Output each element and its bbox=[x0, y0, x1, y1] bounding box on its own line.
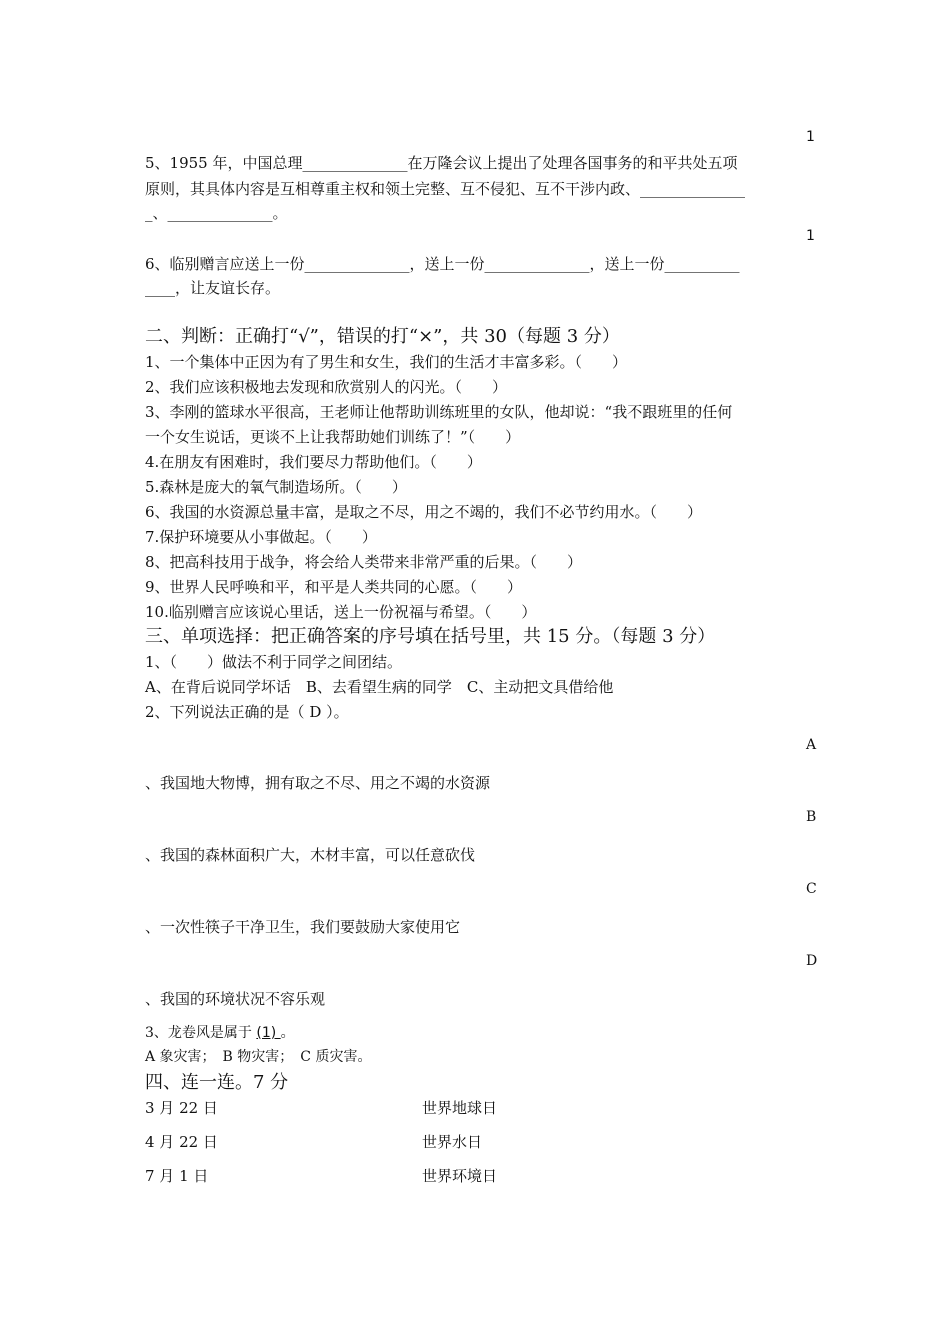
option-text: 、我国地大物博，拥有取之不尽、用之不竭的水资源 bbox=[145, 774, 491, 792]
judge-item: 6、我国的水资源总量丰富，是取之不尽，用之不竭的，我们不必节约用水。（ ） bbox=[145, 503, 703, 521]
choice-question-1-options: A、在背后说同学坏话 B、去看望生病的同学 C、主动把文具借给他 bbox=[145, 678, 614, 696]
question-3-answer-blank: (1) bbox=[256, 1025, 281, 1041]
option-letter: D bbox=[806, 953, 818, 969]
judge-item: 8、把高科技用于战争，将会给人类带来非常严重的后果。（ ） bbox=[145, 553, 583, 571]
section-heading-judge: 二、判断：正确打“√”，错误的打“×”，共 30（每题 3 分） bbox=[145, 326, 620, 347]
option-text: 、我国的环境状况不容乐观 bbox=[145, 990, 326, 1008]
judge-item: 9、世界人民呼唤和平，和平是人类共同的心愿。（ ） bbox=[145, 578, 523, 596]
choice-question-3-options: A 象灾害； B 物灾害； C 质灾害。 bbox=[145, 1049, 372, 1065]
question-6-line: ____，让友谊长存。 bbox=[145, 279, 281, 297]
judge-item: 1、一个集体中正因为有了男生和女生，我们的生活才丰富多彩。（ ） bbox=[145, 353, 628, 371]
question-6-line: 6、临别赠言应送上一份______________，送上一份______________，送上一份__________ bbox=[145, 255, 740, 273]
section-heading-choice: 三、单项选择：把正确答案的序号填在括号里，共 15 分。（每题 3 分） bbox=[145, 626, 716, 647]
section-heading-match: 四、连一连。7 分 bbox=[145, 1072, 289, 1093]
question-3-prefix: 3、龙卷风是属于 bbox=[145, 1025, 257, 1041]
judge-item: 7.保护环境要从小事做起。（ ） bbox=[145, 528, 377, 546]
match-left-item: 7 月 1 日 bbox=[145, 1167, 209, 1185]
match-right-item: 世界环境日 bbox=[422, 1167, 498, 1185]
question-3-suffix: 。 bbox=[280, 1025, 295, 1041]
match-right-item: 世界地球日 bbox=[422, 1099, 498, 1117]
choice-question-1: 1、（ ）做法不利于同学之间团结。 bbox=[145, 653, 403, 671]
option-text: 、我国的森林面积广大，木材丰富，可以任意砍伐 bbox=[145, 846, 476, 864]
judge-item: 10.临别赠言应该说心里话，送上一份祝福与希望。（ ） bbox=[145, 603, 537, 621]
option-letter: B bbox=[806, 809, 817, 825]
question-5-line: 原则，其具体内容是互相尊重主权和领土完整、互不侵犯、互不干涉内政、______________ bbox=[145, 180, 746, 198]
match-left-item: 3 月 22 日 bbox=[145, 1099, 218, 1117]
question-5-line: _、______________。 bbox=[145, 204, 288, 222]
choice-question-3 bbox=[145, 1023, 295, 1043]
judge-item: 5.森林是庞大的氧气制造场所。（ ） bbox=[145, 478, 407, 496]
match-right-item: 世界水日 bbox=[422, 1133, 483, 1151]
page-mark: 1 bbox=[806, 228, 815, 244]
option-letter: A bbox=[806, 737, 817, 753]
page-mark: 1 bbox=[806, 129, 815, 145]
judge-item: 4.在朋友有困难时，我们要尽力帮助他们。（ ） bbox=[145, 453, 482, 471]
judge-item: 一个女生说话，更谈不上让我帮助她们训练了！”（ ） bbox=[145, 428, 521, 446]
judge-item: 3、李刚的篮球水平很高，王老师让他帮助训练班里的女队，他却说：“我不跟班里的任何 bbox=[145, 403, 733, 421]
choice-question-2: 2、下列说法正确的是（ D ）。 bbox=[145, 703, 349, 721]
option-text: 、一次性筷子干净卫生，我们要鼓励大家使用它 bbox=[145, 918, 461, 936]
question-5-line: 5、1955 年，中国总理______________在万隆会议上提出了处理各国事务的和平共处五项 bbox=[145, 154, 738, 172]
option-letter: C bbox=[806, 881, 817, 897]
match-left-item: 4 月 22 日 bbox=[145, 1133, 218, 1151]
judge-item: 2、我们应该积极地去发现和欣赏别人的闪光。（ ） bbox=[145, 378, 508, 396]
